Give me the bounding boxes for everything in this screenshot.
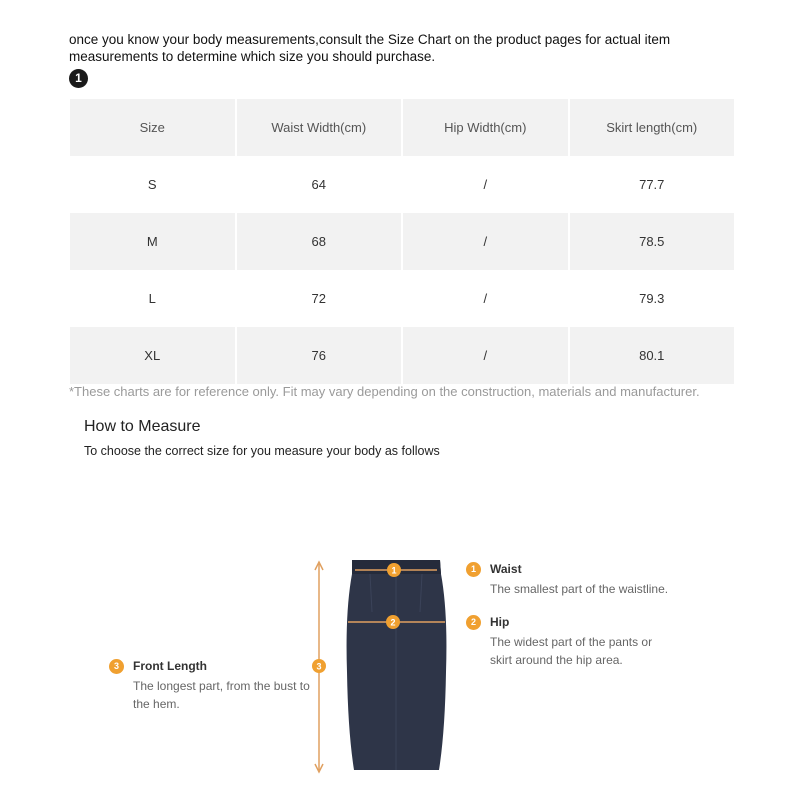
hip-title: Hip bbox=[490, 615, 510, 629]
header-size: Size bbox=[70, 99, 235, 156]
cell-waist: 64 bbox=[311, 177, 326, 192]
table-row bbox=[70, 270, 734, 327]
waist-marker-number: 1 bbox=[391, 565, 397, 576]
cell-hip: / bbox=[403, 327, 568, 384]
front-length-description bbox=[133, 677, 333, 713]
hip-desc-line: skirt around the hip area. bbox=[490, 653, 623, 667]
waist-description bbox=[490, 580, 690, 598]
cell-length: 77.7 bbox=[639, 177, 665, 192]
step-number-badge: 1 bbox=[69, 69, 88, 88]
cell-size: M bbox=[70, 213, 235, 270]
intro-text bbox=[69, 31, 729, 65]
table-row bbox=[70, 213, 734, 270]
header-waist-width: Waist Width(cm) bbox=[237, 99, 402, 156]
table-row bbox=[70, 327, 734, 384]
front-length-desc-line: the hem. bbox=[133, 697, 180, 711]
cell-length: 79.3 bbox=[639, 291, 665, 306]
waist-number-icon: 1 bbox=[466, 562, 481, 577]
cell-waist: 72 bbox=[311, 291, 326, 306]
table-row bbox=[70, 156, 734, 213]
header-skirt-length: Skirt length(cm) bbox=[570, 99, 735, 156]
reference-note: *These charts are for reference only. Fit may vary depending on the construction, materials and manufacturer. bbox=[69, 384, 700, 399]
front-length-desc-line: The longest part, from the bust to bbox=[133, 679, 310, 693]
cell-hip: / bbox=[403, 213, 568, 270]
intro-line-2: measurements to determine which size you should purchase. bbox=[69, 49, 436, 64]
header-hip-width: Hip Width(cm) bbox=[403, 99, 568, 156]
waist-desc-line: The smallest part of the waistline. bbox=[490, 582, 669, 596]
cell-waist: 76 bbox=[237, 327, 402, 384]
table-header-row bbox=[70, 99, 734, 156]
cell-length: 78.5 bbox=[570, 213, 735, 270]
cell-hip: / bbox=[483, 177, 488, 192]
hip-desc-line: The widest part of the pants or bbox=[490, 635, 653, 649]
hip-description bbox=[490, 633, 690, 669]
front-length-title: Front Length bbox=[133, 659, 207, 673]
waist-title: Waist bbox=[490, 562, 522, 576]
cell-length: 80.1 bbox=[570, 327, 735, 384]
hip-number-icon: 2 bbox=[466, 615, 481, 630]
cell-size: L bbox=[148, 291, 156, 306]
hip-marker-number: 2 bbox=[390, 617, 396, 628]
how-to-measure-subtitle: To choose the correct size for you measure your body as follows bbox=[84, 444, 440, 458]
cell-size: S bbox=[147, 177, 157, 192]
front-length-number-icon: 3 bbox=[109, 659, 124, 674]
size-chart-table bbox=[68, 99, 736, 384]
cell-waist: 68 bbox=[237, 213, 402, 270]
length-marker-number: 3 bbox=[316, 661, 322, 672]
cell-size: XL bbox=[70, 327, 235, 384]
how-to-measure-title: How to Measure bbox=[84, 418, 201, 435]
cell-hip: / bbox=[483, 291, 488, 306]
intro-line-1: once you know your body measurements,consult the Size Chart on the product pages for actual item bbox=[69, 32, 671, 47]
skirt-illustration bbox=[300, 552, 460, 782]
